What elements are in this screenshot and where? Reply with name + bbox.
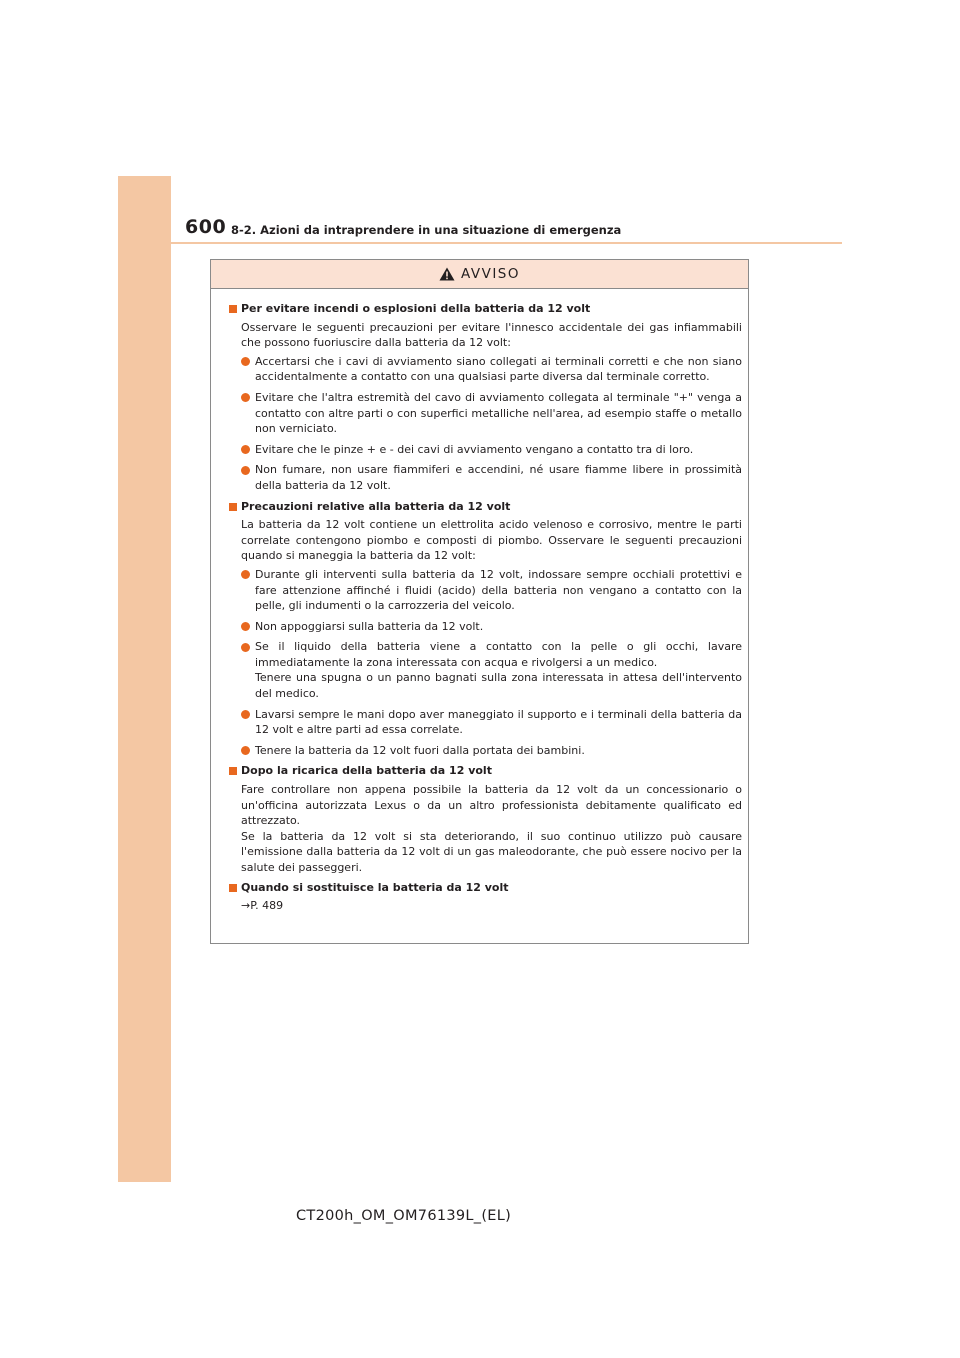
list-item <box>228 390 742 437</box>
list-item-text: Non appoggiarsi sulla batteria da 12 volt. <box>255 619 484 633</box>
list-item-text: Non fumare, non usare fiammiferi e accendini, né usare fiamme libere in prossimità della batteria da 12 volt. <box>255 463 742 492</box>
section-intro: Osservare le seguenti precauzioni per evitare l'innesco accidentale dei gas infiammabili che possono fuoriuscire dalla batteria da 12 volt: <box>241 320 742 350</box>
orange-square-icon <box>229 503 237 511</box>
section-heading <box>228 301 742 317</box>
orange-dot-icon <box>241 445 250 454</box>
list-item-text: Durante gli interventi sulla batteria da 12 volt, indossare sempre occhiali protettivi e fare attenzione affinché i fluidi (acido) della batteria non vengano a contatto con la pelle, gli indumenti o la carrozzeria del veicolo. <box>255 567 742 613</box>
list-item <box>228 707 742 738</box>
warning-title: AVVISO <box>460 266 521 282</box>
section-heading <box>228 499 742 515</box>
warning-box <box>210 259 749 944</box>
list-item-text: Evitare che l'altra estremità del cavo di avviamento collegata al terminale "+" venga a contatto con altre parti o con superfici metalliche nell'area, ad esempio staffe o metallo non verniciato. <box>255 390 742 436</box>
orange-dot-icon <box>241 466 250 475</box>
list-item <box>228 442 742 458</box>
list-item <box>228 462 742 493</box>
list-item <box>228 619 742 635</box>
document-code: CT200h_OM_OM76139L_(EL) <box>296 1208 512 1224</box>
warning-header <box>211 260 748 289</box>
orange-dot-icon <box>241 710 250 719</box>
section-intro: La batteria da 12 volt contiene un elettrolita acido velenoso e corrosivo, mentre le parti correlate contengono piombo e composti di piombo. Osservare le seguenti precauzioni quando si maneggia la batteria da 12 volt: <box>241 518 742 563</box>
section-heading <box>228 880 742 896</box>
section-heading-text: Precauzioni relative alla batteria da 12 volt <box>241 499 511 513</box>
orange-square-icon <box>229 305 237 313</box>
orange-dot-icon <box>241 393 250 402</box>
chapter-tab-sidebar <box>118 176 171 1182</box>
orange-dot-icon <box>241 570 250 579</box>
list-item-text: Tenere la batteria da 12 volt fuori dalla portata dei bambini. <box>255 743 585 757</box>
page-number: 600 <box>185 216 227 238</box>
warning-section <box>228 880 742 914</box>
warning-triangle-icon <box>439 267 455 281</box>
orange-dot-icon <box>241 643 250 652</box>
section-heading <box>228 763 742 779</box>
warning-body <box>211 289 748 914</box>
section-title: 8-2. Azioni da intraprendere in una situazione di emergenza <box>231 223 622 237</box>
list-item <box>228 743 742 759</box>
page-reference-link[interactable]: →P. 489 <box>241 899 284 913</box>
list-item <box>228 354 742 385</box>
section-heading-text: Dopo la ricarica della batteria da 12 volt <box>241 764 492 778</box>
orange-square-icon <box>229 884 237 892</box>
list-item-text: Accertarsi che i cavi di avviamento siano collegati ai terminali corretti e che non siano accidentalmente a contatto con una qualsiasi parte diversa dal terminale corretto. <box>255 354 742 384</box>
header-rule <box>171 242 842 244</box>
list-item <box>228 567 742 614</box>
orange-dot-icon <box>241 622 250 631</box>
list-item-text: Evitare che le pinze + e - dei cavi di avviamento vengano a contatto tra di loro. <box>255 442 694 456</box>
warning-section <box>228 763 742 875</box>
list-item <box>228 639 742 701</box>
section-heading-text: Quando si sostituisce la batteria da 12 volt <box>241 880 509 894</box>
orange-square-icon <box>229 767 237 775</box>
orange-dot-icon <box>241 746 250 755</box>
section-intro: Fare controllare non appena possibile la batteria da 12 volt da un concessionario o un'officina autorizzata Lexus o da un altro professionista debitamente qualificato ed attrezzato. Se la batteria da 12 volt si sta deteriorando, il suo continuo utilizzo può causare l'emissione dalla batteria da 12 volt di un gas maleodorante, che può essere nocivo per la salute dei passeggeri. <box>241 783 742 874</box>
list-item-text: Lavarsi sempre le mani dopo aver maneggiato il supporto e i terminali della batteria da 12 volt e altre parti ad essa correlate. <box>255 707 742 737</box>
warning-section <box>228 499 742 759</box>
section-heading-text: Per evitare incendi o esplosioni della batteria da 12 volt <box>241 302 591 315</box>
list-item-text: Se il liquido della batteria viene a contatto con la pelle o gli occhi, lavare immediatamente la zona interessata con acqua e rivolgersi a un medico. Tenere una spugna o un panno bagnati sulla zona interessata in attesa dell'intervento del medico. <box>255 640 742 701</box>
warning-section <box>228 301 742 494</box>
orange-dot-icon <box>241 357 250 366</box>
